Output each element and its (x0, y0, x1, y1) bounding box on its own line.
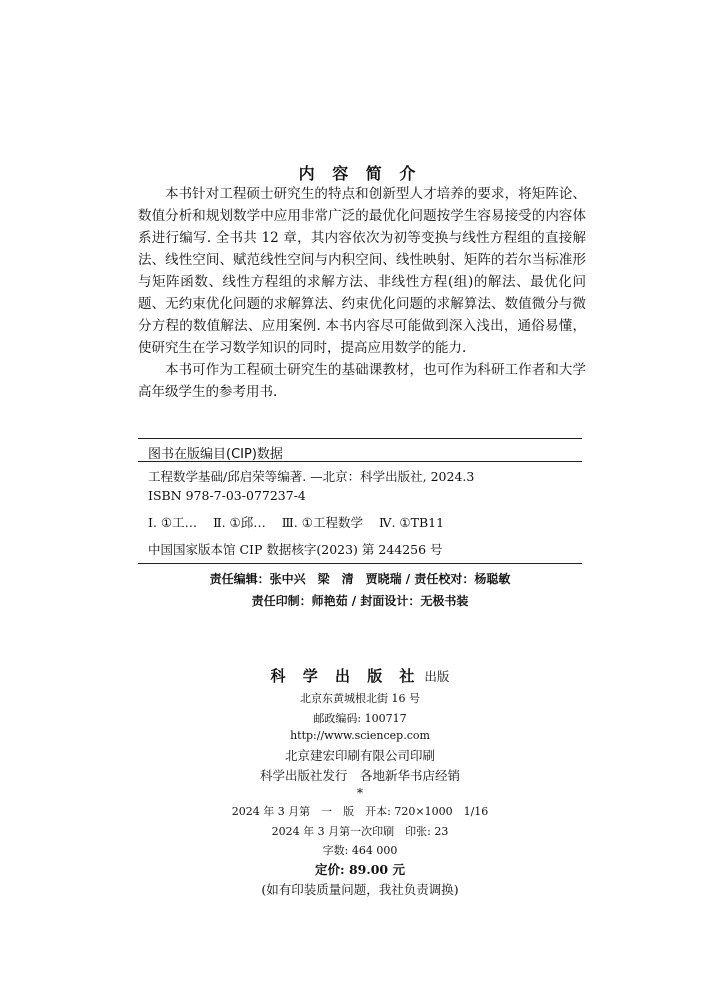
cip-bottom-rule (138, 563, 582, 564)
separator-star: * (356, 785, 364, 800)
publisher-suffix: 出版 (424, 669, 450, 684)
cip-category: Ⅲ. ①工程数学 (281, 515, 363, 530)
cip-category: Ⅳ. ①TB11 (378, 515, 445, 530)
printing-line: 2024 年 3 月第一次印刷 印张: 23 (271, 825, 449, 838)
cip-heading: 图书在版编目(CIP)数据 (148, 447, 283, 462)
staff-line-2: 责任印制：师艳茹 / 封面设计：无极书装 (251, 594, 469, 608)
staff-line-1: 责任编辑：张中兴 梁 清 贾晓瑞 / 责任校对：杨聪敏 (209, 572, 511, 586)
intro-paragraph-2: 本书可作为工程硕士研究生的基础课教材，也可作为科研工作者和大学高年级学生的参考用书. (138, 362, 586, 400)
publisher-address: 北京东黄城根北街 16 号 (300, 692, 420, 705)
distribution-line: 科学出版社发行 各地新华书店经销 (259, 768, 460, 783)
quality-note: (如有印装质量问题，我社负责调换) (261, 882, 459, 897)
cip-category: Ⅱ. ①邱… (213, 515, 266, 530)
edition-line: 2024 年 3 月第 一 版 开本: 720×1000 1/16 (231, 805, 489, 818)
intro-paragraph-1: 本书针对工程硕士研究生的特点和创新型人才培养的要求，将矩阵论、数值分析和规划数学中应用非常广泛的最优化问题按学生容易接受的内容体系进行编写. 全书共 12 章，其内容依次为初等变换与线性方程组的直接解法、线性空间、赋范线性空间与内积空间、线性映射、矩阵的若尔当标准形与矩阵函数、线性方程组的求解方法、非线性方程(组)的解法、最优化问题、无约束优化问题的求解算法、约束优化问题的求解算法、数值微分与微分方程的数值解法、应用案例. 本书内容尽可能做到深入浅出，通俗易懂，使研究生在学习数学知识的同时，提高应用数学的能力. (138, 186, 586, 356)
page-title: 内 容 简 介 (298, 164, 422, 183)
publisher-postcode: 邮政编码: 100717 (313, 712, 407, 725)
cip-heading-rule (138, 461, 582, 462)
cip-book-line: 工程数学基础/邱启荣等编著. —北京：科学出版社, 2024.3 (148, 469, 475, 484)
cip-record: 中国国家版本馆 CIP 数据核字(2023) 第 244256 号 (148, 542, 443, 557)
price-line: 定价: 89.00 元 (315, 862, 405, 877)
publisher-website: http://www.sciencep.com (290, 729, 430, 742)
cip-category: Ⅰ. ①工… (148, 515, 198, 530)
cip-top-rule (138, 438, 582, 439)
cip-categories (148, 513, 460, 531)
publisher-line (0, 665, 720, 686)
publisher-name: 科 学 出 版 社 (270, 667, 421, 685)
cip-isbn: ISBN 978-7-03-077237-4 (148, 488, 306, 503)
printer-line: 北京建宏印刷有限公司印刷 (284, 748, 435, 763)
wordcount-line: 字数: 464 000 (322, 844, 398, 857)
intro-text (138, 183, 586, 403)
